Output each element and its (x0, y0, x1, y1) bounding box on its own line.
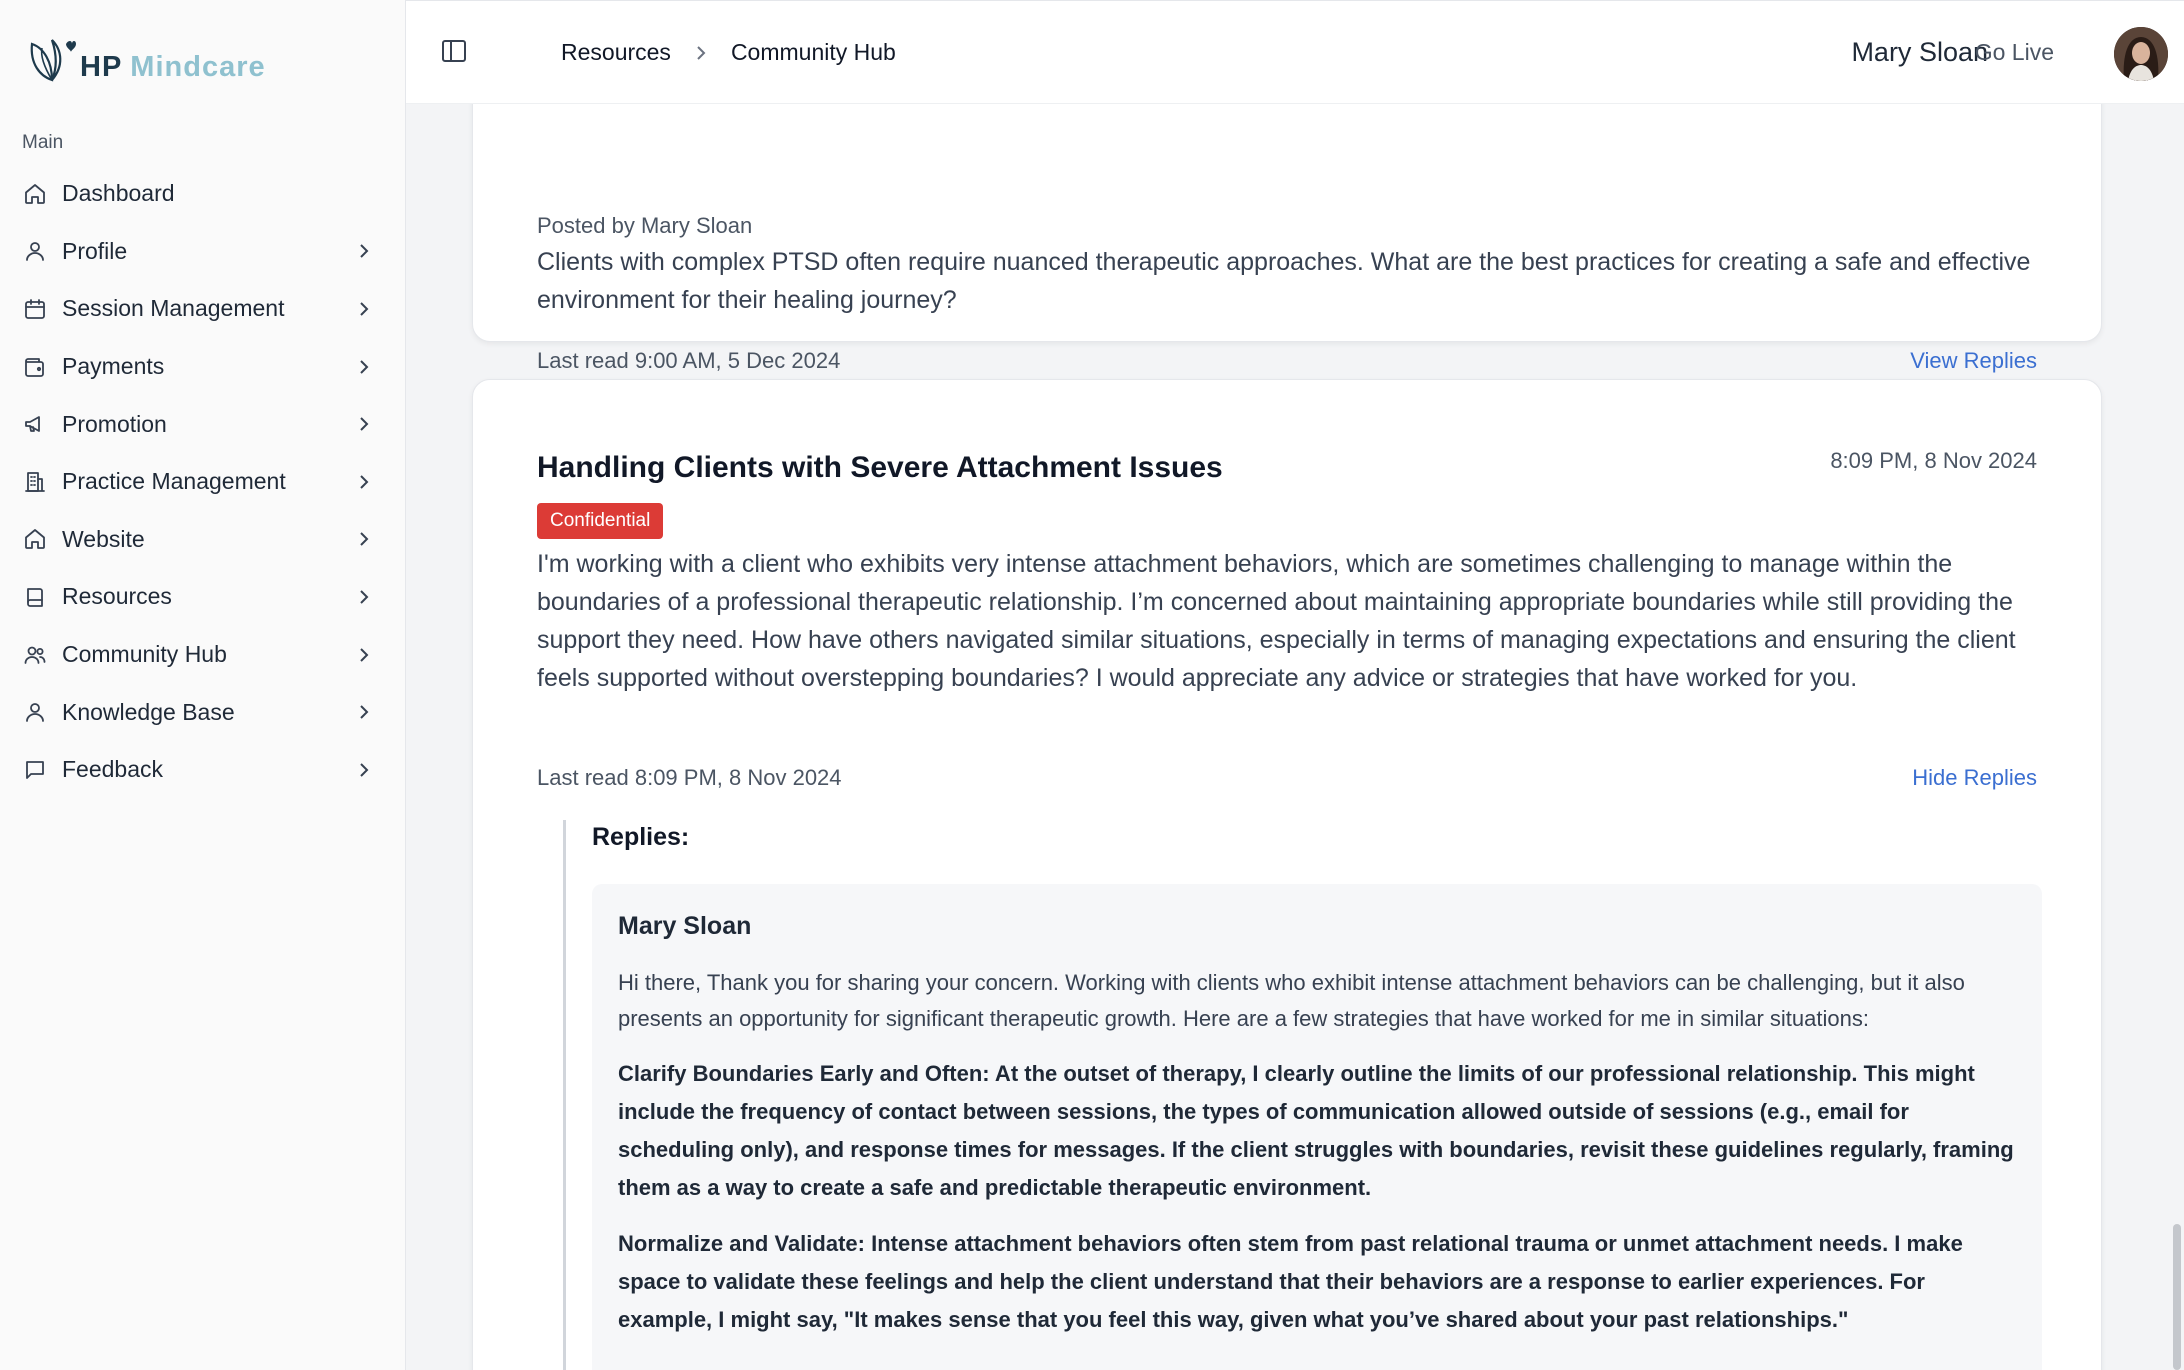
confidential-badge: Confidential (537, 503, 663, 539)
sidebar-item-promotion[interactable] (0, 395, 406, 453)
building-icon (22, 469, 48, 495)
sidebar-item-label: Session Management (62, 295, 285, 322)
user-avatar-icon (2114, 27, 2168, 81)
butterfly-logo-icon (26, 36, 84, 90)
sidebar-item-resources[interactable] (0, 568, 406, 626)
chevron-right-icon (354, 357, 374, 377)
user-icon (22, 699, 48, 725)
reply-point: Normalize and Validate: Intense attachment behaviors often stem from past relational trauma or unmet attachment needs. I make space to validate these feelings and help the client understand that their behaviors are a response to earlier experiences. For example, I might say, "It makes sense that you feel this way, given what you’ve shared about your past relationships." (618, 1231, 1963, 1332)
message-icon (22, 757, 48, 783)
post-last-read: Last read 8:09 PM, 8 Nov 2024 (537, 765, 842, 790)
sidebar-item-knowledge-base[interactable] (0, 683, 406, 741)
post-body: I'm working with a client who exhibits very intense attachment behaviors, which are sometimes challenging to manage within the boundaries of a professional therapeutic relationship. I’m concerned about maintaining appropriate boundaries while still providing the support they need. How have others navigated similar situations, especially in terms of managing expectations and ensuring the client feels supported without overstepping boundaries? I would appreciate any advice or strategies that have worked for you. (537, 550, 2016, 692)
users-icon (22, 642, 48, 668)
go-live-button[interactable]: Go Live (1974, 39, 2054, 65)
sidebar-item-label: Feedback (62, 756, 164, 783)
breadcrumb-resources[interactable]: Resources (561, 39, 671, 65)
post-author: Posted by Mary Sloan (537, 213, 753, 238)
top-header (406, 0, 2184, 104)
sidebar-item-profile[interactable] (0, 223, 406, 281)
sidebar-item-community-hub[interactable] (0, 626, 406, 684)
wallet-icon (22, 354, 48, 380)
chevron-right-icon (693, 45, 709, 61)
calendar-icon (22, 296, 48, 322)
replies-heading: Replies: (592, 823, 690, 851)
sidebar-item-session-management[interactable] (0, 280, 406, 338)
post-body: Clients with complex PTSD often require nuanced therapeutic approaches. What are the best practices for creating a safe and effective environment for their healing journey? (537, 248, 2031, 314)
post-date: 8:09 PM, 8 Nov 2024 (1830, 448, 2037, 473)
sidebar-item-label: Promotion (62, 410, 167, 437)
scrollbar-track[interactable] (2170, 104, 2184, 1370)
main-content (406, 104, 2184, 1370)
panel-left-icon (440, 37, 468, 65)
hide-replies-link[interactable]: Hide Replies (1912, 765, 2037, 790)
reply-point: Clarify Boundaries Early and Often: At the outset of therapy, I clearly outline the limits of our professional relationship. This might include the frequency of contact between sessions, the types of communication allowed outside of sessions (e.g., email for scheduling only), and response times for messages. If the client struggles with boundaries, revisit these guidelines regularly, framing them as a way to create a safe and predictable therapeutic environment. (618, 1061, 2014, 1200)
chevron-right-icon (354, 299, 374, 319)
sidebar-item-label: Dashboard (62, 180, 175, 207)
brand-name (80, 51, 266, 84)
logo[interactable] (26, 20, 266, 90)
post-last-read: Last read 9:00 AM, 5 Dec 2024 (537, 348, 841, 373)
book-icon (22, 584, 48, 610)
post-card (472, 379, 2102, 1370)
sidebar-item-label: Website (62, 525, 145, 552)
view-replies-link[interactable]: View Replies (1910, 348, 2037, 373)
post-title: Handling Clients with Severe Attachment Issues (537, 451, 1223, 484)
chevron-right-icon (354, 472, 374, 492)
post-card (472, 104, 2102, 373)
replies-section (563, 820, 2039, 1370)
sidebar (0, 0, 406, 1370)
sidebar-item-label: Payments (62, 353, 165, 380)
breadcrumb (561, 39, 896, 66)
brand-hp: HP (80, 51, 123, 83)
sidebar-section-label: Main (22, 132, 64, 153)
chevron-right-icon (354, 702, 374, 722)
reply-intro: Hi there, Thank you for sharing your concern. Working with clients who exhibit intense attachment behaviors can be challenging, but it also presents an opportunity for significant therapeutic growth. Here are a few strategies that have worked for me in similar situations: (618, 970, 1965, 1031)
sidebar-item-label: Community Hub (62, 641, 227, 668)
chevron-right-icon (354, 529, 374, 549)
chevron-right-icon (354, 760, 374, 780)
chevron-right-icon (354, 414, 374, 434)
sidebar-item-feedback[interactable] (0, 741, 406, 799)
sidebar-item-payments[interactable] (0, 338, 406, 396)
chevron-right-icon (354, 645, 374, 665)
reply-author: Mary Sloan (618, 912, 752, 940)
header-user-name: Mary Sloan (1851, 37, 1988, 67)
user-icon (22, 238, 48, 264)
sidebar-item-label: Resources (62, 583, 172, 610)
chevron-right-icon (354, 587, 374, 607)
home-icon (22, 181, 48, 207)
scrollbar-thumb[interactable] (2173, 1224, 2181, 1370)
sidebar-nav (0, 165, 406, 799)
brand-mindcare: Mindcare (130, 51, 266, 83)
chevron-right-icon (354, 241, 374, 261)
reply-item (592, 884, 2042, 1370)
breadcrumb-community-hub: Community Hub (730, 39, 896, 65)
sidebar-item-label: Profile (62, 237, 128, 264)
megaphone-icon (22, 411, 48, 437)
sidebar-item-label: Practice Management (62, 468, 286, 495)
sidebar-item-label: Knowledge Base (62, 698, 235, 725)
sidebar-item-dashboard[interactable] (0, 165, 406, 223)
sidebar-item-website[interactable] (0, 511, 406, 569)
sidebar-toggle-button[interactable] (440, 37, 470, 67)
sidebar-item-practice-management[interactable] (0, 453, 406, 511)
home-icon (22, 526, 48, 552)
avatar[interactable] (2114, 27, 2168, 81)
